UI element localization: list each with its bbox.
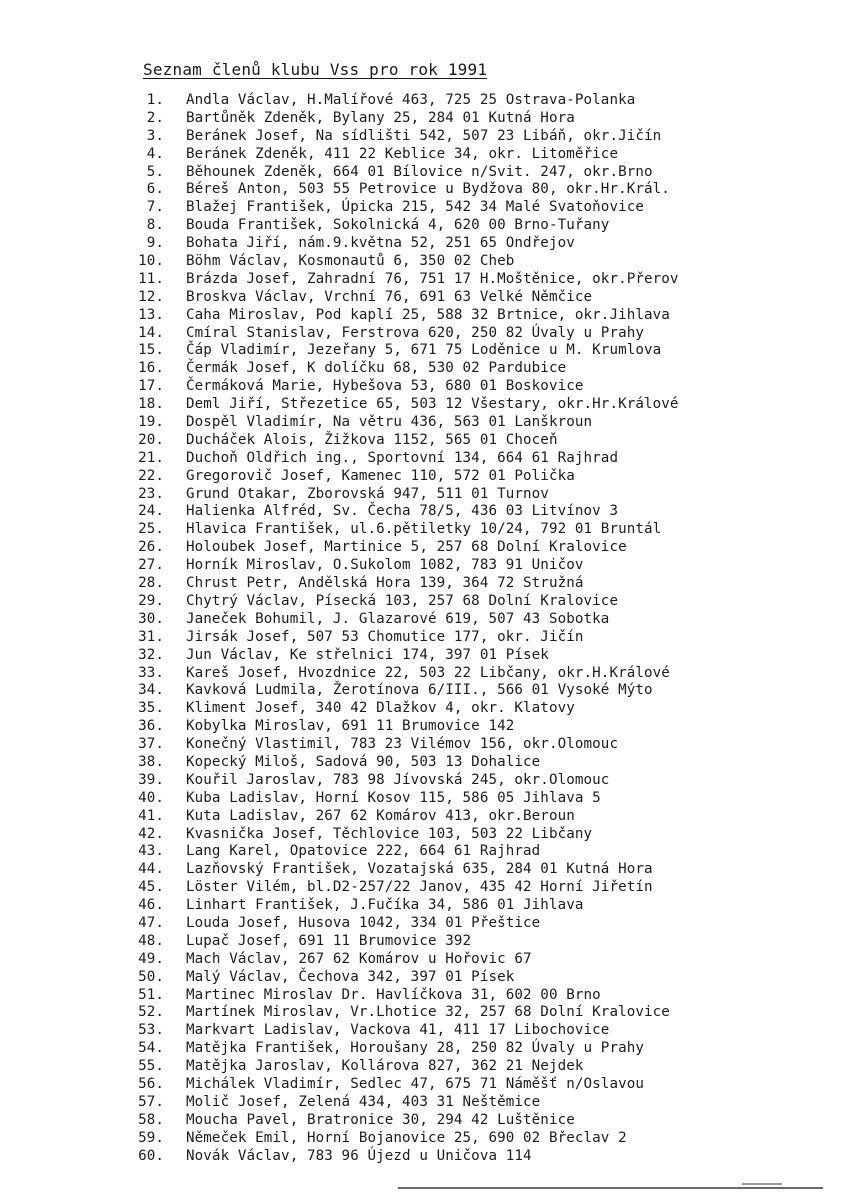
member-number: 19.	[138, 414, 164, 431]
footer-rule	[398, 1187, 823, 1189]
member-row	[134, 915, 679, 933]
member-entry: Cmíral Stanislav, Ferstrova 620, 250 82 Úvaly u Prahy	[186, 324, 645, 341]
member-number: 14.	[138, 324, 164, 341]
member-entry: Beránek Zdeněk, 411 22 Keblice 34, okr. Litoměřice	[186, 145, 619, 162]
member-number: 35.	[138, 700, 164, 717]
member-row	[134, 682, 679, 700]
member-row	[134, 1076, 679, 1094]
member-row	[134, 199, 679, 217]
member-number: 45.	[138, 879, 164, 896]
member-number: 6.	[146, 181, 164, 198]
member-entry: Čáp Vladimír, Jezeřany 5, 671 75 Loděnice u M. Krumlova	[186, 342, 662, 359]
member-number: 33.	[138, 664, 164, 681]
member-number: 54.	[138, 1040, 164, 1057]
member-row	[134, 843, 679, 861]
member-number: 17.	[138, 378, 164, 395]
member-entry: Kobylka Miroslav, 691 11 Brumovice 142	[186, 718, 515, 735]
member-entry: Ducháček Alois, Žižkova 1152, 565 01 Choceň	[186, 431, 558, 448]
member-number: 52.	[138, 1004, 164, 1021]
member-row	[134, 987, 679, 1005]
member-row	[134, 486, 679, 504]
member-entry: Kouřil Jaroslav, 783 98 Jívovská 245, okr.Olomouc	[186, 771, 610, 788]
member-number: 3.	[146, 127, 164, 144]
member-number: 43.	[138, 843, 164, 860]
member-row	[134, 128, 679, 146]
member-row	[134, 897, 679, 915]
member-entry: Chrust Petr, Andělská Hora 139, 364 72 Stružná	[186, 575, 584, 592]
member-number: 13.	[138, 306, 164, 323]
member-number: 44.	[138, 861, 164, 878]
member-number: 2.	[146, 109, 164, 126]
member-row	[134, 736, 679, 754]
member-number: 59.	[138, 1129, 164, 1146]
member-number: 58.	[138, 1111, 164, 1128]
member-number: 42.	[138, 825, 164, 842]
member-row	[134, 754, 679, 772]
member-row	[134, 360, 679, 378]
member-number: 34.	[138, 682, 164, 699]
member-number: 4.	[146, 145, 164, 162]
member-row	[134, 1094, 679, 1112]
member-number: 23.	[138, 485, 164, 502]
member-number: 10.	[138, 253, 164, 270]
member-entry: Lazňovský František, Vozatajská 635, 284 01 Kutná Hora	[186, 861, 653, 878]
member-entry: Matějka Jaroslav, Kollárova 827, 362 21 Nejdek	[186, 1058, 584, 1075]
member-number: 27.	[138, 557, 164, 574]
member-entry: Janeček Bohumil, J. Glazarové 619, 507 43 Sobotka	[186, 610, 610, 627]
member-number: 40.	[138, 789, 164, 806]
member-row	[134, 217, 679, 235]
member-entry: Kopecký Miloš, Sadová 90, 503 13 Dohalice	[186, 753, 541, 770]
member-entry: Lang Karel, Opatovice 222, 664 61 Rajhrad	[186, 843, 541, 860]
member-entry: Bohata Jiří, nám.9.května 52, 251 65 Ondřejov	[186, 235, 575, 252]
member-row	[134, 718, 679, 736]
member-entry: Louda Josef, Husova 1042, 334 01 Přeštice	[186, 914, 541, 931]
member-row	[134, 1112, 679, 1130]
member-entry: Martínek Miroslav, Vr.Lhotice 32, 257 68 Dolní Kralovice	[186, 1004, 670, 1021]
member-row	[134, 879, 679, 897]
member-row	[134, 325, 679, 343]
member-row	[134, 700, 679, 718]
member-number: 12.	[138, 288, 164, 305]
member-entry: Čermáková Marie, Hybešova 53, 680 01 Boskovice	[186, 378, 584, 395]
member-number: 29.	[138, 592, 164, 609]
member-entry: Novák Václav, 783 96 Újezd u Uničova 114	[186, 1147, 532, 1164]
member-list	[134, 92, 679, 1165]
member-entry: Běhounek Zdeněk, 664 01 Bílovice n/Svit. 247, okr.Brno	[186, 163, 653, 180]
member-number: 37.	[138, 736, 164, 753]
member-entry: Molič Josef, Zelená 434, 403 31 Neštěmice	[186, 1093, 541, 1110]
member-row	[134, 181, 679, 199]
member-entry: Chytrý Václav, Písecká 103, 257 68 Dolní Kralovice	[186, 592, 619, 609]
member-row	[134, 503, 679, 521]
member-row	[134, 593, 679, 611]
member-entry: Grund Otakar, Zborovská 947, 511 01 Turnov	[186, 485, 549, 502]
member-entry: Blažej František, Úpicka 215, 542 34 Malé Svatoňovice	[186, 199, 645, 216]
member-number: 32.	[138, 646, 164, 663]
member-entry: Broskva Václav, Vrchní 76, 691 63 Velké Němčice	[186, 288, 593, 305]
member-row	[134, 396, 679, 414]
member-entry: Kavková Ludmila, Žerotínova 6/III., 566 01 Vysoké Mýto	[186, 682, 653, 699]
member-number: 5.	[146, 163, 164, 180]
member-row	[134, 1022, 679, 1040]
member-number: 16.	[138, 360, 164, 377]
member-entry: Kuta Ladislav, 267 62 Komárov 413, okr.Beroun	[186, 807, 575, 824]
member-entry: Kareš Josef, Hvozdnice 22, 503 22 Libčany, okr.H.Králové	[186, 664, 670, 681]
member-number: 8.	[146, 217, 164, 234]
member-row	[134, 450, 679, 468]
member-number: 51.	[138, 986, 164, 1003]
member-entry: Bouda František, Sokolnická 4, 620 00 Brno-Tuřany	[186, 217, 610, 234]
member-number: 9.	[146, 235, 164, 252]
member-entry: Böhm Václav, Kosmonautů 6, 350 02 Cheb	[186, 253, 515, 270]
member-entry: Čermák Josef, K dolíčku 68, 530 02 Pardubice	[186, 360, 567, 377]
member-number: 41.	[138, 807, 164, 824]
member-row	[134, 557, 679, 575]
member-entry: Moucha Pavel, Bratronice 30, 294 42 Luštěnice	[186, 1111, 575, 1128]
member-number: 22.	[138, 467, 164, 484]
member-entry: Linhart František, J.Fučíka 34, 586 01 Jihlava	[186, 897, 584, 914]
member-number: 47.	[138, 914, 164, 931]
member-row	[134, 1130, 679, 1148]
member-row	[134, 271, 679, 289]
member-row	[134, 665, 679, 683]
member-number: 28.	[138, 575, 164, 592]
member-entry: Jun Václav, Ke střelnici 174, 397 01 Písek	[186, 646, 549, 663]
member-entry: Mach Václav, 267 62 Komárov u Hořovic 67	[186, 950, 532, 967]
member-number: 36.	[138, 718, 164, 735]
member-row	[134, 772, 679, 790]
member-row	[134, 432, 679, 450]
member-entry: Dospěl Vladimír, Na větru 436, 563 01 Lanškroun	[186, 414, 593, 431]
member-row	[134, 342, 679, 360]
member-row	[134, 575, 679, 593]
member-row	[134, 235, 679, 253]
member-number: 48.	[138, 932, 164, 949]
member-row	[134, 1148, 679, 1166]
member-row	[134, 861, 679, 879]
member-number: 39.	[138, 771, 164, 788]
member-number: 11.	[138, 270, 164, 287]
member-row	[134, 253, 679, 271]
member-row	[134, 1004, 679, 1022]
member-entry: Gregorovič Josef, Kamenec 110, 572 01 Polička	[186, 467, 575, 484]
member-entry: Halienka Alfréd, Sv. Čecha 78/5, 436 03 Litvínov 3	[186, 503, 619, 520]
member-row	[134, 826, 679, 844]
member-row	[134, 378, 679, 396]
member-row	[134, 611, 679, 629]
member-entry: Michálek Vladimír, Sedlec 47, 675 71 Náměšť n/Oslavou	[186, 1075, 645, 1092]
footer-mark	[742, 1183, 782, 1185]
member-entry: Béreš Anton, 503 55 Petrovice u Bydžova 80, okr.Hr.Král.	[186, 181, 670, 198]
member-number: 20.	[138, 431, 164, 448]
member-number: 50.	[138, 968, 164, 985]
member-row	[134, 468, 679, 486]
member-number: 21.	[138, 449, 164, 466]
member-entry: Kvasnička Josef, Těchlovice 103, 503 22 Libčany	[186, 825, 593, 842]
member-number: 53.	[138, 1022, 164, 1039]
member-number: 46.	[138, 897, 164, 914]
member-entry: Lupač Josef, 691 11 Brumovice 392	[186, 932, 472, 949]
member-entry: Konečný Vlastimil, 783 23 Vilémov 156, okr.Olomouc	[186, 736, 619, 753]
member-row	[134, 289, 679, 307]
member-row	[134, 933, 679, 951]
member-row	[134, 146, 679, 164]
member-entry: Malý Václav, Čechova 342, 397 01 Písek	[186, 968, 515, 985]
member-entry: Horník Miroslav, O.Sukolom 1082, 783 91 Uničov	[186, 557, 584, 574]
member-row	[134, 647, 679, 665]
member-row	[134, 92, 679, 110]
member-entry: Bartůněk Zdeněk, Bylany 25, 284 01 Kutná Hora	[186, 109, 575, 126]
member-row	[134, 521, 679, 539]
member-entry: Duchoň Oldřich ing., Sportovní 134, 664 61 Rajhrad	[186, 449, 619, 466]
member-number: 18.	[138, 396, 164, 413]
member-row	[134, 164, 679, 182]
member-row	[134, 969, 679, 987]
member-row	[134, 951, 679, 969]
member-entry: Brázda Josef, Zahradní 76, 751 17 H.Moštěnice, okr.Přerov	[186, 270, 679, 287]
member-number: 55.	[138, 1058, 164, 1075]
member-number: 57.	[138, 1093, 164, 1110]
member-number: 38.	[138, 753, 164, 770]
member-entry: Holoubek Josef, Martinice 5, 257 68 Dolní Kralovice	[186, 539, 627, 556]
member-number: 7.	[146, 199, 164, 216]
member-number: 15.	[138, 342, 164, 359]
member-entry: Jirsák Josef, 507 53 Chomutice 177, okr. Jičín	[186, 628, 584, 645]
member-row	[134, 808, 679, 826]
member-row	[134, 629, 679, 647]
member-number: 26.	[138, 539, 164, 556]
member-number: 60.	[138, 1147, 164, 1164]
member-entry: Martinec Miroslav Dr. Havlíčkova 31, 602 00 Brno	[186, 986, 601, 1003]
member-entry: Němeček Emil, Horní Bojanovice 25, 690 02 Břeclav 2	[186, 1129, 627, 1146]
document-title: Seznam členů klubu Vss pro rok 1991	[143, 60, 488, 79]
member-entry: Andla Václav, H.Malířové 463, 725 25 Ostrava-Polanka	[186, 92, 636, 108]
member-entry: Deml Jiří, Střezetice 65, 503 12 Všestary, okr.Hr.Králové	[186, 396, 679, 413]
member-entry: Matějka František, Horoušany 28, 250 82 Úvaly u Prahy	[186, 1040, 645, 1057]
member-entry: Hlavica František, ul.6.pětiletky 10/24, 792 01 Bruntál	[186, 521, 662, 538]
member-row	[134, 539, 679, 557]
member-row	[134, 1040, 679, 1058]
member-number: 49.	[138, 950, 164, 967]
member-row	[134, 1058, 679, 1076]
member-entry: Beránek Josef, Na sídlišti 542, 507 23 Libáň, okr.Jičín	[186, 127, 662, 144]
member-number: 56.	[138, 1075, 164, 1092]
member-row	[134, 790, 679, 808]
member-entry: Löster Vilém, bl.D2-257/22 Janov, 435 42 Horní Jiřetín	[186, 879, 653, 896]
member-row	[134, 307, 679, 325]
member-number: 1.	[146, 92, 164, 108]
member-entry: Kliment Josef, 340 42 Dlažkov 4, okr. Klatovy	[186, 700, 575, 717]
member-number: 30.	[138, 610, 164, 627]
member-entry: Kuba Ladislav, Horní Kosov 115, 586 05 Jihlava 5	[186, 789, 601, 806]
member-entry: Caha Miroslav, Pod kaplí 25, 588 32 Brtnice, okr.Jihlava	[186, 306, 670, 323]
member-row	[134, 110, 679, 128]
member-entry: Markvart Ladislav, Vackova 41, 411 17 Libochovice	[186, 1022, 610, 1039]
member-number: 31.	[138, 628, 164, 645]
member-row	[134, 414, 679, 432]
member-number: 25.	[138, 521, 164, 538]
member-number: 24.	[138, 503, 164, 520]
